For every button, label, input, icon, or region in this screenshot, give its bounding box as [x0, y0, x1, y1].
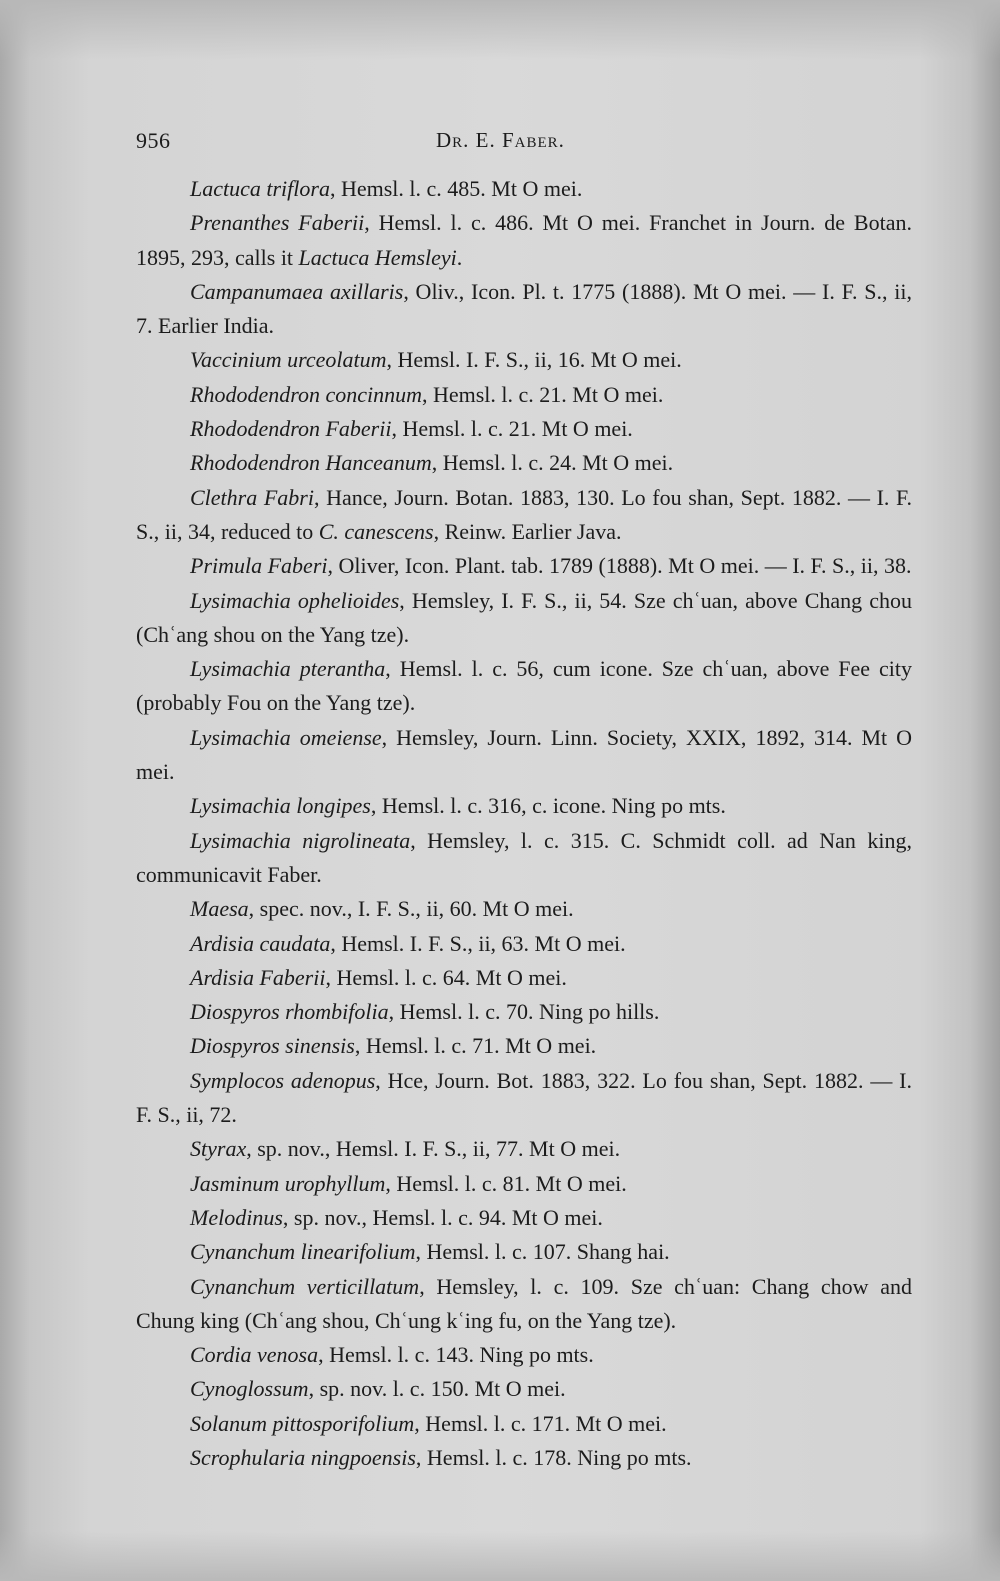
- species-name: Styrax: [190, 1136, 247, 1162]
- entry-text: , Hemsl. l. c. 486. Mt O mei. Franchet in Journ. de Botan. 1895, 293, calls it: [136, 210, 912, 270]
- species-name: Solanum pittosporifolium: [190, 1410, 415, 1436]
- species-entry: [136, 481, 912, 550]
- page-number: 956: [136, 128, 171, 153]
- species-name: Vaccinium urceolatum: [190, 347, 387, 373]
- entry-text: , Hemsl. l. c. 21. Mt O mei.: [391, 416, 633, 442]
- entry-text: , Hemsl. l. c. 143. Ning po mts.: [318, 1342, 594, 1368]
- species-name: Lactuca triflora: [190, 176, 330, 201]
- entry-text: , Hemsley, Journ. Linn. Society, XXIX, 1892, 314. Mt O mei.: [136, 724, 913, 785]
- species-entry: [136, 549, 912, 583]
- species-name: Melodinus: [190, 1204, 283, 1230]
- entry-text: , Hemsl. l. c. 56, cum icone. Sze chʿuan, above Fee city (probably Fou on the Yang tze).: [136, 656, 912, 716]
- entry-text: .: [456, 244, 463, 270]
- species-name: Lysimachia nigrolineata: [190, 827, 411, 853]
- running-head: [136, 128, 910, 158]
- entry-text: , Hemsl. l. c. 21. Mt O mei.: [421, 381, 664, 407]
- species-entry: [136, 378, 912, 412]
- entry-text: , Oliver, Icon. Plant. tab. 1789 (1888). Mt O mei. — I. F. S., ii, 38.: [327, 553, 912, 579]
- species-name: Lysimachia pterantha: [190, 656, 386, 682]
- species-name: Diospyros rhombifolia: [190, 999, 389, 1025]
- species-name: Cordia venosa: [190, 1342, 319, 1368]
- species-name: Cynanchum verticillatum: [190, 1273, 420, 1299]
- species-entry: [136, 1372, 912, 1406]
- species-entry: [136, 1235, 912, 1269]
- species-name: Ardisia Faberii: [190, 964, 326, 990]
- species-entry: [136, 1338, 912, 1372]
- species-entry: [136, 961, 912, 995]
- species-name: C. canescens: [318, 518, 434, 544]
- species-name: Campanumaea axillaris: [190, 278, 404, 304]
- entry-text: , Hemsl. l. c. 107. Shang hai.: [415, 1239, 670, 1265]
- species-name: Symplocos adenopus: [190, 1067, 376, 1093]
- species-entry: [136, 1201, 912, 1235]
- entry-text: , sp. nov., Hemsl. I. F. S., ii, 77. Mt O mei.: [246, 1136, 621, 1162]
- species-name: Lysimachia omeiense: [190, 724, 382, 750]
- entry-text: , spec. nov., I. F. S., ii, 60. Mt O mei.: [248, 896, 574, 922]
- entry-text: , Hemsl. I. F. S., ii, 16. Mt O mei.: [386, 347, 682, 373]
- species-name: Rhododendron Hanceanum: [190, 450, 432, 476]
- entry-text: , Hemsl. l. c. 316, c. icone. Ning po mts.: [370, 793, 726, 819]
- species-name: Cynanchum linearifolium: [190, 1239, 416, 1265]
- species-entry: [136, 824, 912, 893]
- species-name: Prenanthes Faberii: [190, 210, 365, 236]
- entry-text: , Hemsl. l. c. 81. Mt O mei.: [385, 1170, 627, 1196]
- species-entry: [136, 1167, 912, 1201]
- species-entry: [136, 584, 912, 653]
- species-entry: [136, 652, 912, 721]
- entry-text: , Hemsl. l. c. 171. Mt O mei.: [414, 1410, 667, 1436]
- species-name: Ardisia caudata: [190, 930, 331, 956]
- species-name: Lysimachia ophelioides: [190, 587, 400, 613]
- species-entry: [136, 206, 912, 275]
- species-entry: [136, 446, 912, 480]
- entry-text: , Hemsl. l. c. 178. Ning po mts.: [415, 1444, 692, 1470]
- entry-text: , Hemsl. l. c. 485. Mt O mei.: [329, 176, 583, 201]
- species-entry: [136, 343, 912, 377]
- entry-text: , Hemsley, l. c. 109. Sze chʿuan: Chang chow and Chung king (Chʿang shou, Chʿung kʿing fu, on the Yang tze).: [136, 1273, 912, 1333]
- species-entry: [136, 412, 912, 446]
- species-entry: [136, 275, 912, 344]
- entry-text: , Hemsl. l. c. 71. Mt O mei.: [354, 1033, 597, 1059]
- species-entry: [136, 1270, 912, 1339]
- species-name: Scrophularia ningpoensis: [190, 1444, 416, 1470]
- species-entry: [136, 995, 912, 1029]
- entry-text: , Hance, Journ. Botan. 1883, 130. Lo fou shan, Sept. 1882. — I. F. S., ii, 34, reduced to: [136, 484, 912, 544]
- entry-text: , Oliv., Icon. Pl. t. 1775 (1888). Mt O mei. — I. F. S., ii, 7. Earlier India.: [136, 278, 912, 339]
- entry-text: , Hemsley, l. c. 315. C. Schmidt coll. ad Nan king, communicavit Faber.: [136, 827, 912, 887]
- species-entry: [136, 1441, 912, 1475]
- running-title: Dr. E. Faber.: [436, 128, 565, 152]
- entry-text: , Hemsl. l. c. 24. Mt O mei.: [431, 450, 674, 476]
- species-name: Lactuca Hemsleyi: [298, 244, 457, 270]
- entry-text: , Hemsl. l. c. 70. Ning po hills.: [388, 999, 660, 1025]
- species-entry: [136, 1029, 912, 1063]
- species-entry: [136, 1132, 912, 1166]
- entry-text: , Hemsley, I. F. S., ii, 54. Sze chʿuan, above Chang chou (Chʿang shou on the Yang tze).: [136, 587, 912, 647]
- species-name: Rhododendron concinnum: [190, 381, 422, 407]
- species-name: Diospyros sinensis: [190, 1033, 355, 1059]
- entry-text: , Hce, Journ. Bot. 1883, 322. Lo fou shan, Sept. 1882. — I. F. S., ii, 72.: [136, 1067, 912, 1128]
- species-entry: [136, 721, 912, 790]
- species-name: Lysimachia longipes: [190, 793, 371, 819]
- entry-text: , Hemsl. l. c. 64. Mt O mei.: [325, 964, 567, 990]
- entry-text: , Hemsl. I. F. S., ii, 63. Mt O mei.: [330, 930, 626, 956]
- species-entry: [136, 927, 912, 961]
- species-entry: [136, 789, 912, 823]
- species-entry: [136, 892, 912, 926]
- species-entry: [136, 1407, 912, 1441]
- species-name: Primula Faberi: [190, 553, 328, 579]
- entry-text: , sp. nov. l. c. 150. Mt O mei.: [308, 1376, 566, 1402]
- species-list: [136, 172, 912, 1475]
- species-name: Jasminum urophyllum: [190, 1170, 386, 1196]
- entry-text: , Reinw. Earlier Java.: [433, 518, 622, 544]
- species-entry: [136, 172, 912, 206]
- species-entry: [136, 1064, 912, 1133]
- species-name: Maesa: [190, 896, 249, 922]
- species-name: Cynoglossum: [190, 1376, 309, 1402]
- entry-text: , sp. nov., Hemsl. l. c. 94. Mt O mei.: [282, 1204, 603, 1230]
- species-name: Clethra Fabri: [190, 484, 314, 510]
- species-name: Rhododendron Faberii: [190, 416, 392, 442]
